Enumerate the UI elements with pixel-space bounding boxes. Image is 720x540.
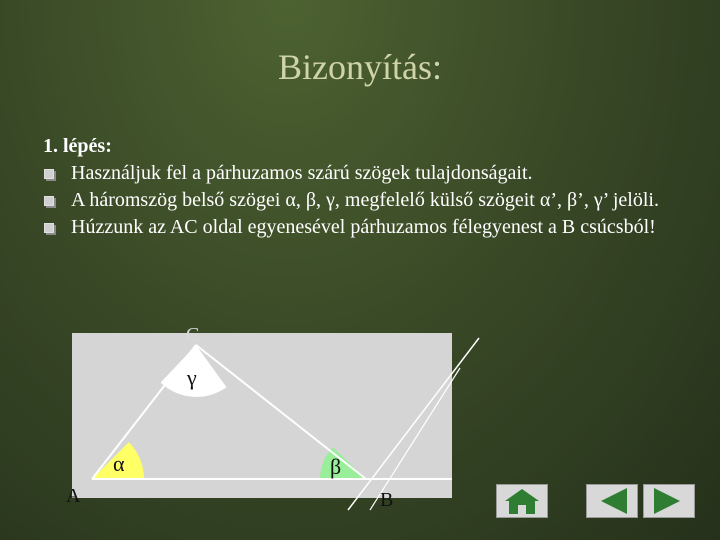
bullet-text: Használjuk fel a párhuzamos szárú szögek tulajdonságait. [71, 162, 533, 184]
label-angle-gamma: γ [187, 365, 197, 390]
label-vertex-a: A [66, 485, 81, 507]
next-button[interactable] [643, 484, 695, 518]
home-button[interactable] [496, 484, 548, 518]
label-vertex-b: B [380, 489, 394, 511]
step-label: 1. lépés: [43, 135, 112, 157]
previous-icon [587, 485, 637, 517]
slide-title: Bizonyítás: [278, 47, 442, 87]
previous-button[interactable] [586, 484, 638, 518]
next-icon [644, 485, 694, 517]
bullet-text: A háromszög belső szögei α, β, γ, megfelelő külső szögeit α’, β’, γ’ jelöli. [71, 189, 659, 211]
home-icon [497, 485, 547, 517]
bullet-text: Húzzunk az AC oldal egyenesével párhuzamos félegyenest a B csúcsból! [71, 216, 656, 238]
label-angle-beta: β [330, 454, 342, 479]
label-angle-alpha: α [113, 451, 125, 476]
label-vertex-c: C [186, 324, 200, 346]
